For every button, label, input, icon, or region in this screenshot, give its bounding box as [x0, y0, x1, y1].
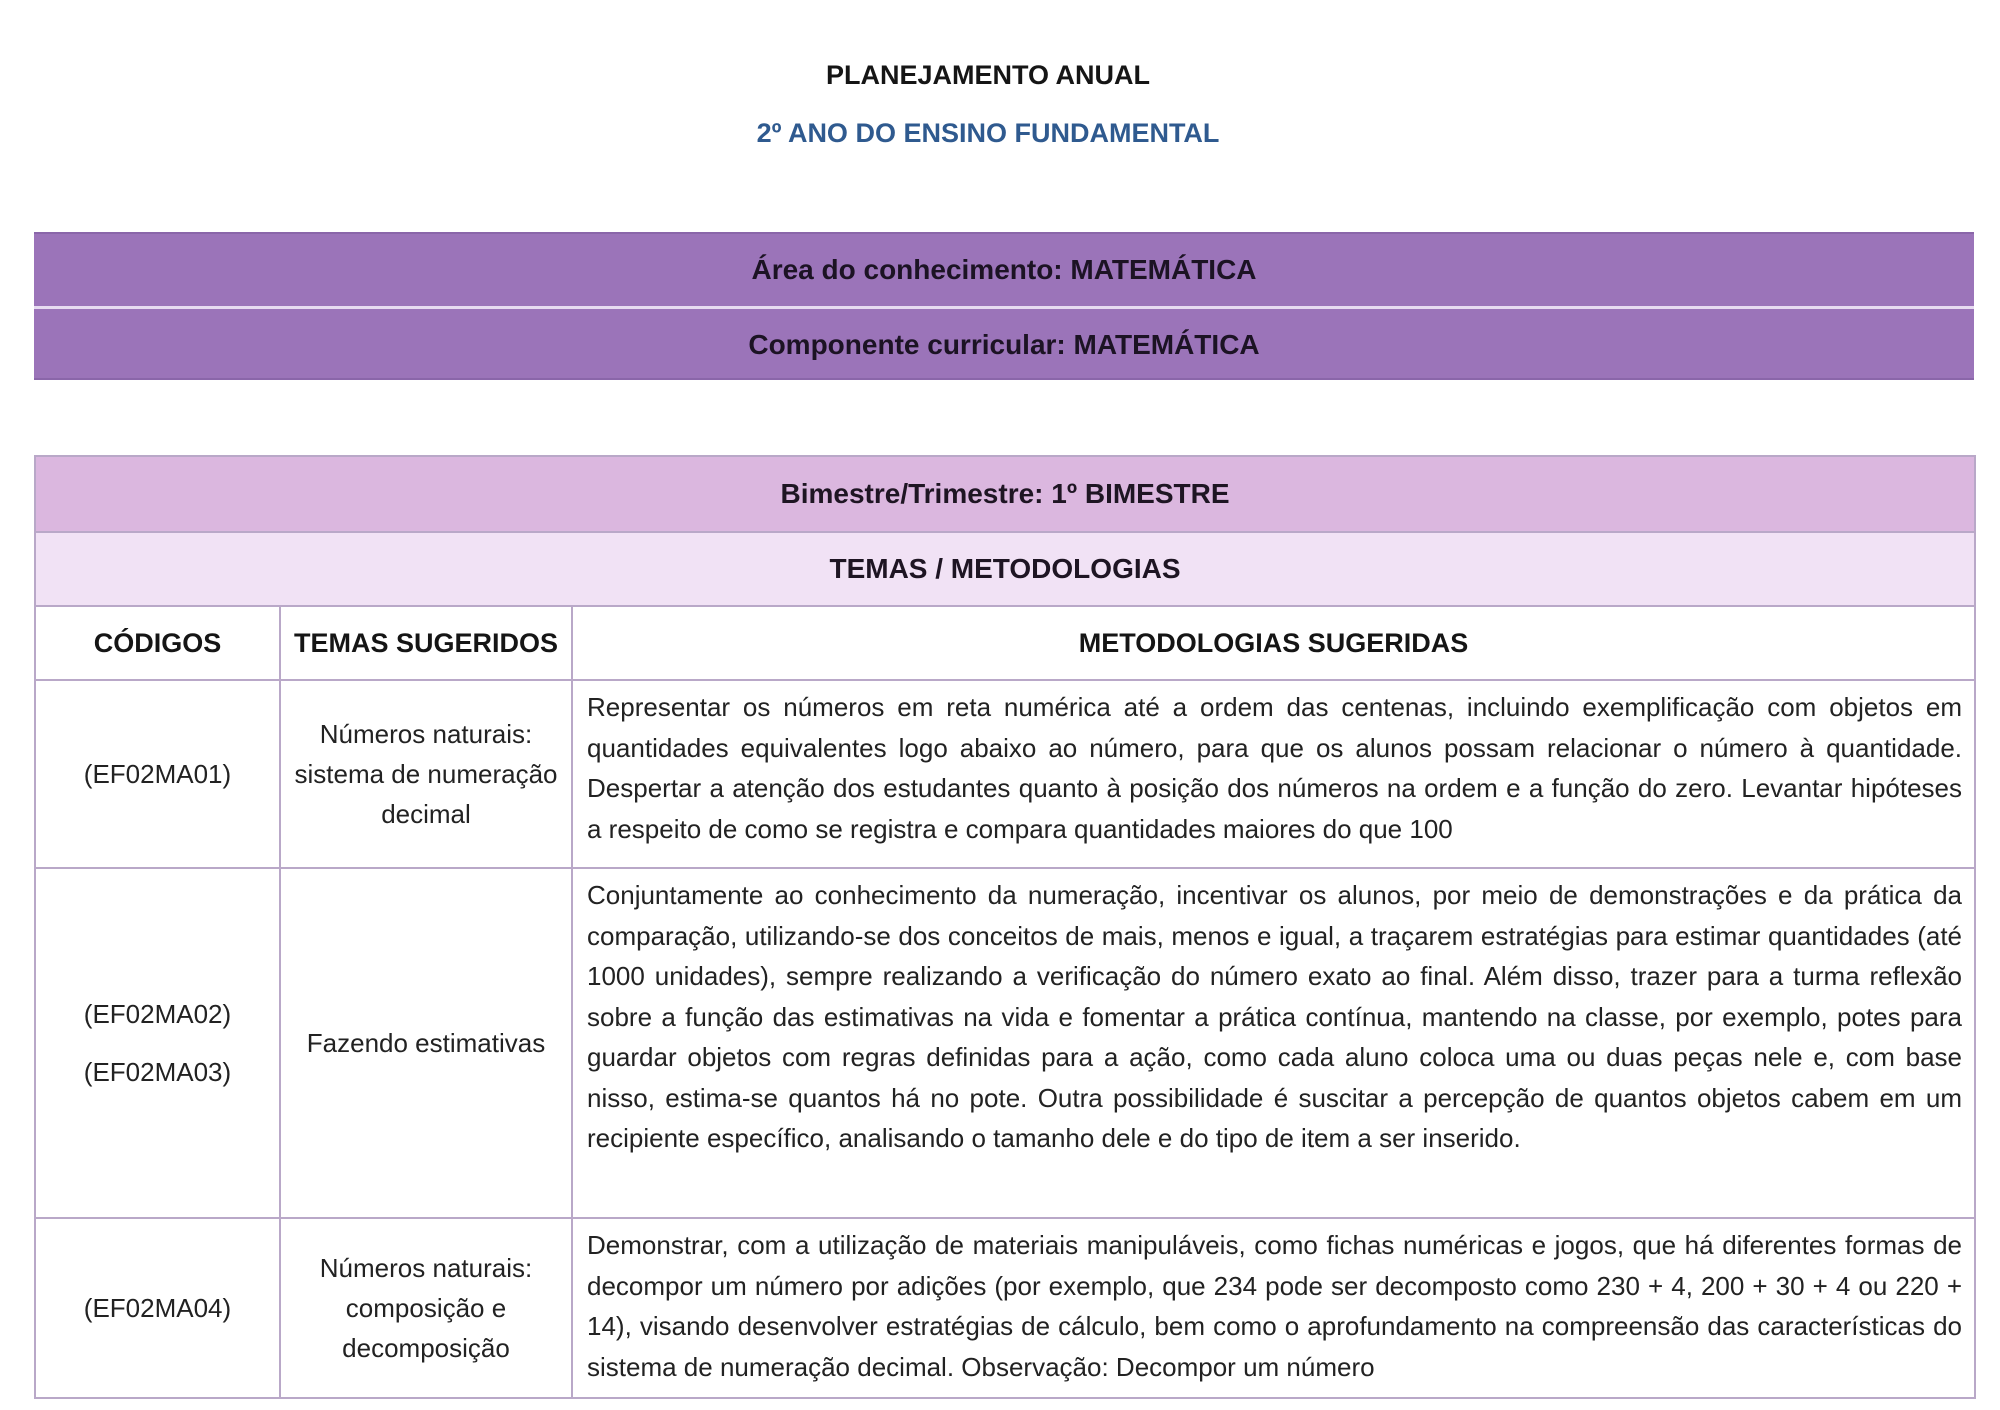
theme-cell: Fazendo estimativas: [280, 868, 572, 1218]
table-row: [35, 1218, 1975, 1398]
codes-cell: [35, 1218, 280, 1398]
code-label: (EF02MA03): [83, 1057, 232, 1087]
column-header-row: [35, 606, 1975, 680]
document-subtitle: 2º ANO DO ENSINO FUNDAMENTAL: [756, 118, 1220, 148]
bimestre-label: Bimestre/Trimestre: 1º BIMESTRE: [35, 456, 1975, 532]
theme-cell: Números naturais: composição e decomposição: [280, 1218, 572, 1398]
area-box: [34, 232, 1974, 380]
method-cell: Demonstrar, com a utilização de materiais manipuláveis, como fichas numéricas e jogos, que há diferentes formas de decompor um número por adições (por exemplo, que 234 pode ser decomposto como 230 + 4, 200 + 30 + 4 ou 220 + 14), visando desenvolver estratégias de cálculo, bem como o aprofundamento na compreensão das características do sistema de numeração decimal. Observação: Decompor um número: [572, 1218, 1975, 1398]
column-header-codes: CÓDIGOS: [35, 606, 280, 680]
temas-label: TEMAS / METODOLOGIAS: [35, 532, 1975, 606]
curricular-component: Componente curricular: MATEMÁTICA: [748, 329, 1260, 360]
code-label: (EF02MA01): [83, 759, 232, 789]
methodology-table: [34, 455, 1976, 1399]
theme-cell: Números naturais: sistema de numeração decimal: [280, 680, 572, 868]
temas-row: [35, 532, 1975, 606]
code-label: (EF02MA04): [83, 1293, 232, 1323]
codes-cell: [35, 680, 280, 868]
bimestre-row: [35, 456, 1975, 532]
table-row: [35, 680, 1975, 868]
code-label: (EF02MA02): [83, 999, 232, 1029]
method-cell: Representar os números em reta numérica até a ordem das centenas, incluindo exemplificação com objetos em quantidades equivalentes logo abaixo ao número, para que os alunos possam relacionar o número à quantidade. Despertar a atenção dos estudantes quanto à posição dos números na ordem e a função do zero. Levantar hipóteses a respeito de como se registra e compara quantidades maiores do que 100: [572, 680, 1975, 868]
column-header-themes: TEMAS SUGERIDOS: [280, 606, 572, 680]
table-row: [35, 868, 1975, 1218]
area-of-knowledge: Área do conhecimento: MATEMÁTICA: [34, 234, 1974, 309]
column-header-methods: METODOLOGIAS SUGERIDAS: [572, 606, 1975, 680]
document-title: PLANEJAMENTO ANUAL: [825, 60, 1150, 90]
codes-cell: [35, 868, 280, 1218]
method-cell: Conjuntamente ao conhecimento da numeração, incentivar os alunos, por meio de demonstrações e da prática da comparação, utilizando-se dos conceitos de mais, menos e igual, a traçarem estratégias para estimar quantidades (até 1000 unidades), sempre realizando a verificação do número exato ao final. Além disso, trazer para a turma reflexão sobre a função das estimativas na vida e fomentar a prática contínua, mantendo na classe, por exemplo, potes para guardar objetos com regras definidas para a ação, como cada aluno coloca uma ou duas peças nele e, com base nisso, estima-se quantos há no pote. Outra possibilidade é suscitar a percepção de quantos objetos cabem em um recipiente específico, analisando o tamanho dele e do tipo de item a ser inserido.: [572, 868, 1975, 1218]
